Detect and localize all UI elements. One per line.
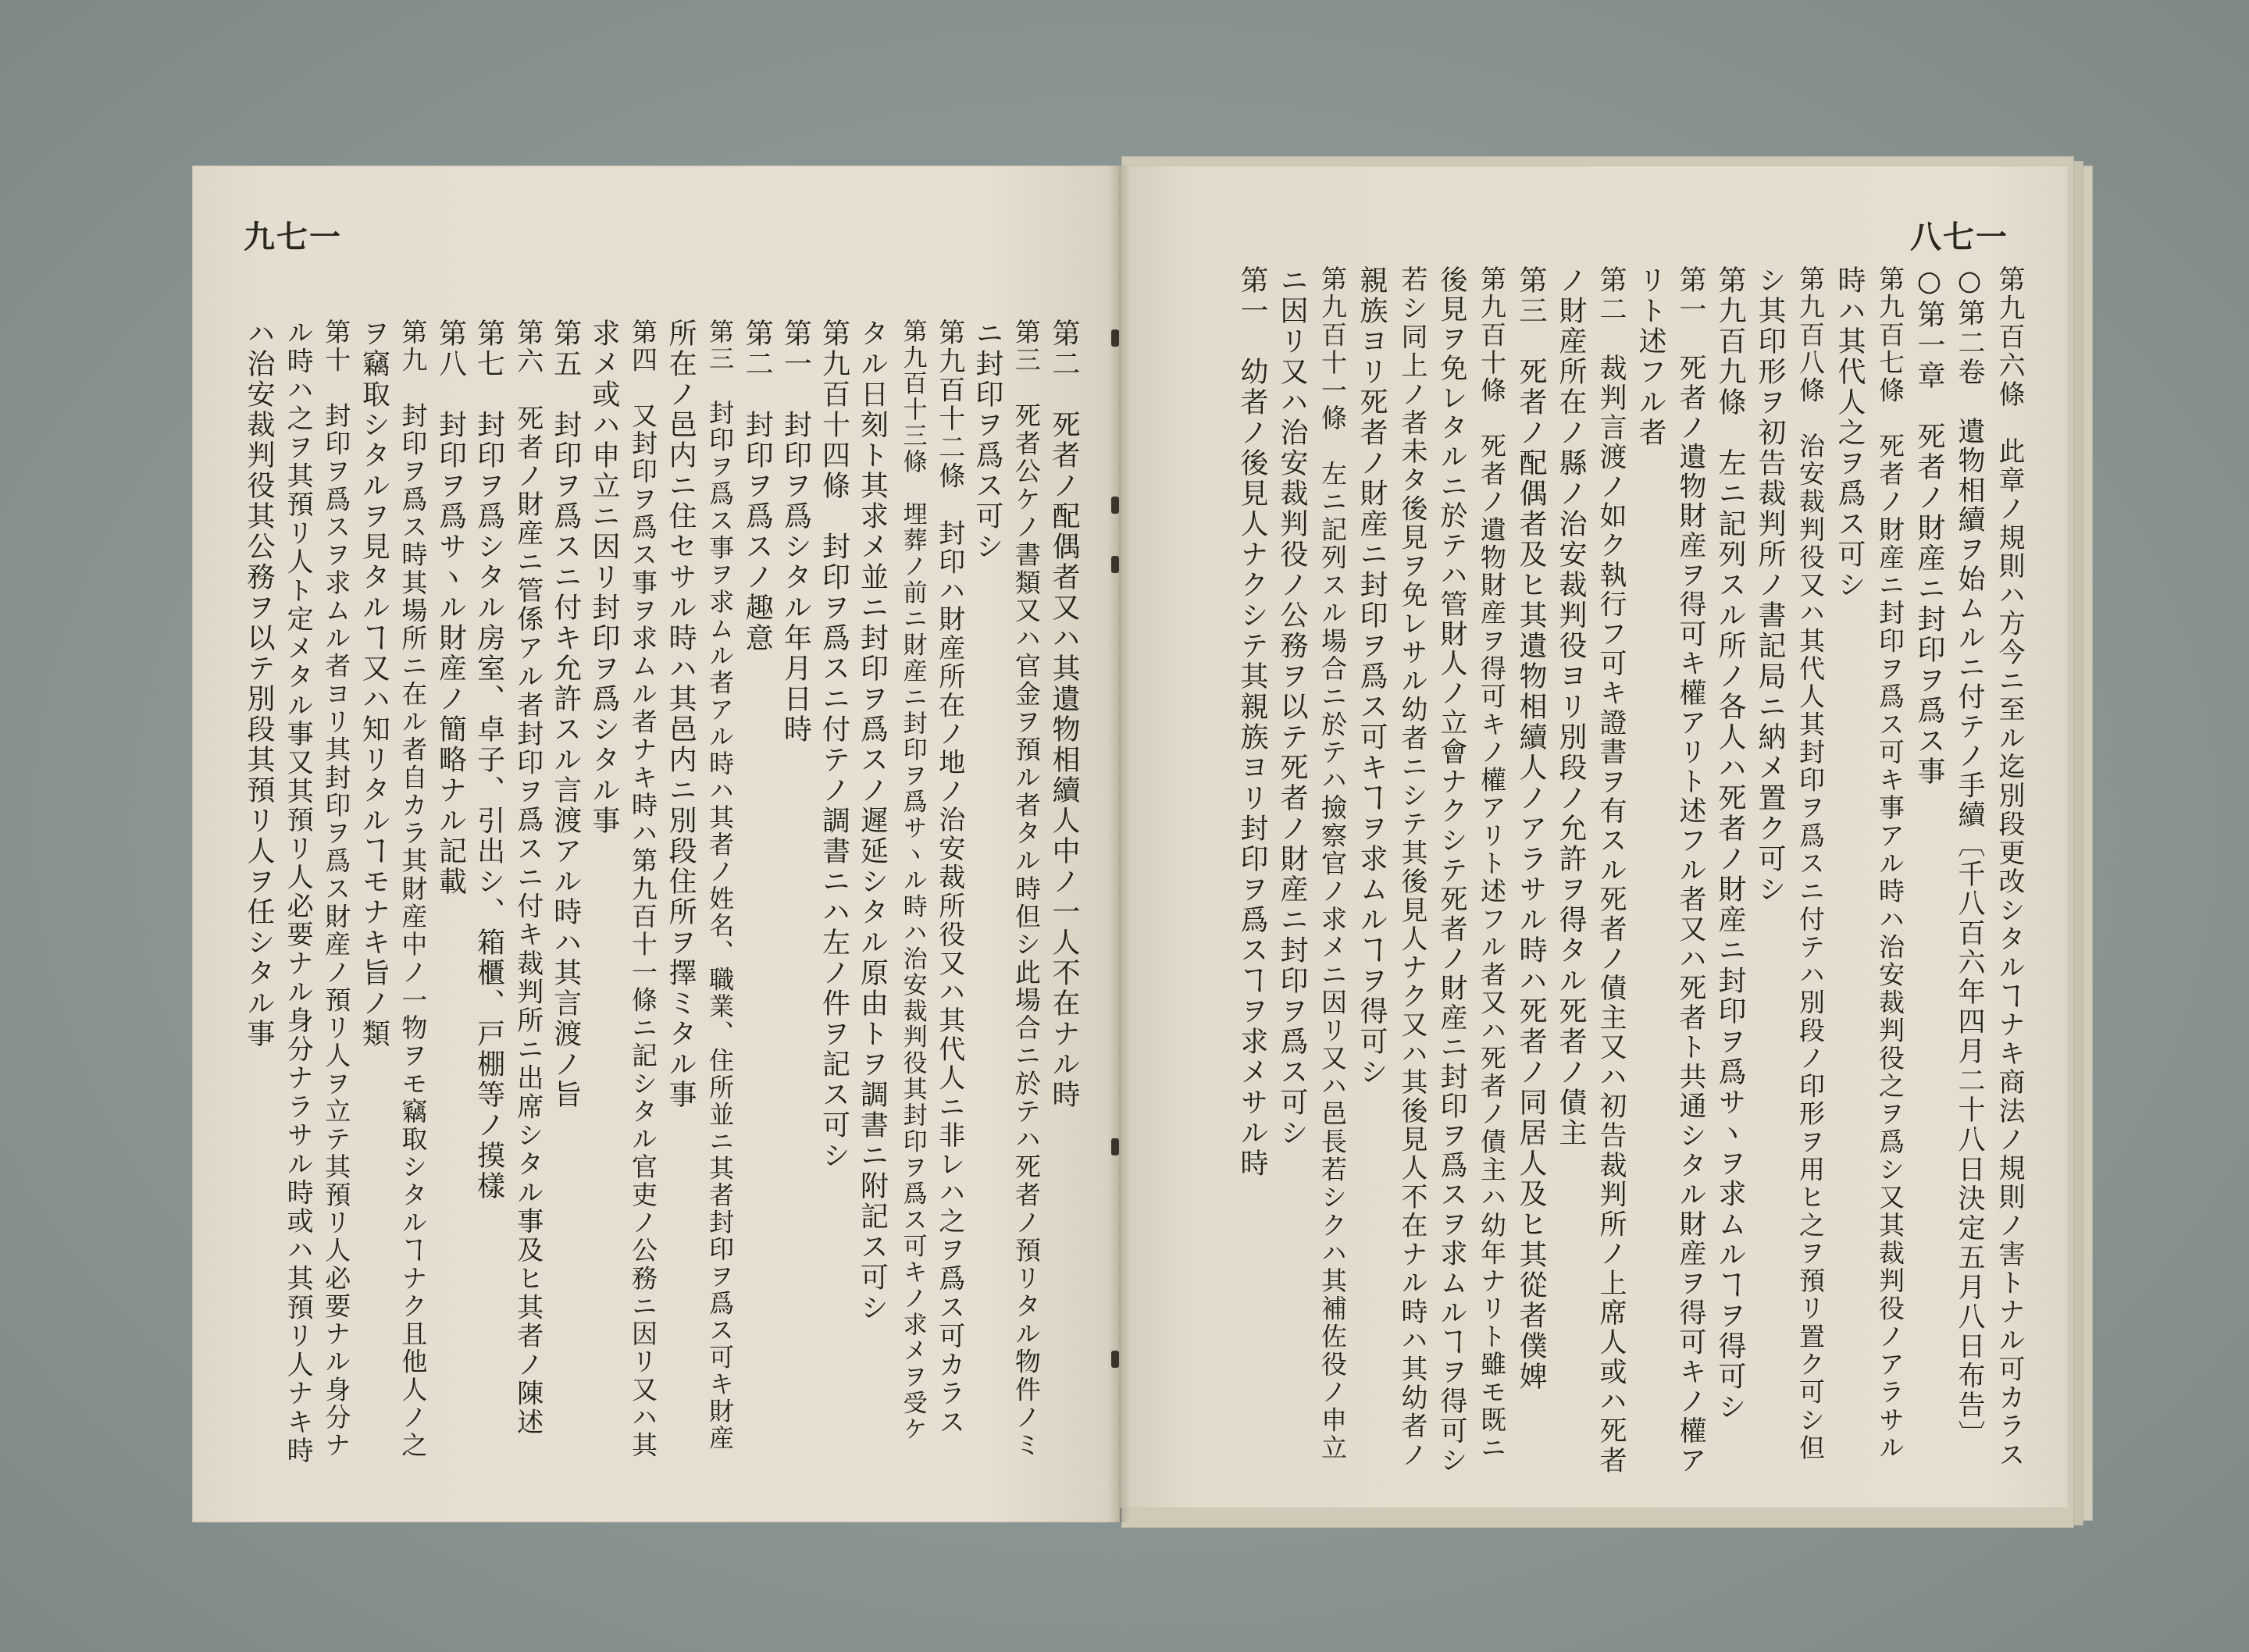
text-line: 第九 封印ヲ爲ス時其場所ニ在ル者自カラ其財産中ノ一物ヲモ竊取シタルヿナク且他人ノ之 <box>397 319 429 1460</box>
text-line: ル時ハ之ヲ其預リ人ト定メタル事又其預リ人必要ナル身分ナラサル時或ハ其預リ人ナキ時 <box>282 319 314 1465</box>
text-line: ハ治安裁判役其公務ヲ以テ別段其預リ人ヲ任シタル事 <box>243 319 276 1049</box>
text-line: 親族ヨリ死者ノ財産ニ封印ヲ爲ス可キヿヲ求ムルヿヲ得可シ <box>1356 265 1388 1088</box>
text-line: 第二 封印ヲ爲スノ趣意 <box>741 319 774 653</box>
binding-stitch <box>1111 1138 1119 1155</box>
text-line: 第九百十二條 封印ハ財産所在ノ地ノ治安裁所役又ハ其代人ニ非レハ之ヲ爲ス可カラス <box>933 319 965 1437</box>
text-line: 第十 封印ヲ爲スヲ求ムル者ヨリ其封印ヲ爲ス財産ノ預リ人ヲ立テ其預リ人必要ナル身分ナ <box>321 319 352 1460</box>
text-line: 第四 又封印ヲ爲ス事ヲ求ムル者ナキ時ハ第九百十一條ニ記シタル官吏ノ公務ニ因リ又ハ其 <box>627 319 658 1460</box>
text-line: 求メ或ハ申立ニ因リ封印ヲ爲シタル事 <box>587 319 620 836</box>
text-line: タル日刻ト其求メ並ニ封印ヲ爲スノ遲延シタル原由トヲ調書ニ附記ス可シ <box>856 319 889 1323</box>
text-line: ニ封印ヲ爲ス可シ <box>971 319 1003 562</box>
left-page-text <box>234 319 1078 1466</box>
text-line: 後見ヲ免レタルニ於テハ管財人ノ立會ナクシテ死者ノ財産ニ封印ヲ爲スヲ求ムルヿヲ得可シ <box>1436 265 1467 1476</box>
text-line: ニ因リ又ハ治安裁判役ノ公務ヲ以テ死者ノ財産ニ封印ヲ爲ス可シ <box>1276 265 1308 1148</box>
text-line: 第九百六條 此章ノ規則ハ方今ニ至ル迄別段更改シタルヿナキ商法ノ規則ノ害トナル可カラス <box>1994 265 2025 1470</box>
text-line: 第九百十條 死者ノ遺物財産ヲ得可キノ權アリト述フル者又ハ死者ノ債主ハ幼年ナリト雖モ既ニ <box>1477 265 1507 1462</box>
text-line: 第九百十三條 埋葬ノ前ニ財産ニ封印ヲ爲サヽル時ハ治安裁判役其封印ヲ爲ス可キノ求メヲ受ケ <box>898 319 927 1443</box>
left-page-number: 九七一 <box>244 219 342 255</box>
text-line: 第三 封印ヲ爲ス事ヲ求ムル者アル時ハ其者ノ姓名、職業、住所並ニ其者封印ヲ爲ス可キ財産 <box>705 319 736 1452</box>
text-line: シ其印形ヲ初告裁判所ノ書記局ニ納メ置ク可シ <box>1754 265 1786 905</box>
text-line: 第六 死者ノ財産ニ管係アル者封印ヲ爲スニ付キ裁判所ニ出席シタル事及ヒ其者ノ陳述 <box>511 319 544 1437</box>
text-line: 時ハ其代人之ヲ爲ス可シ <box>1834 265 1866 600</box>
text-line: ヲ竊取シタルヲ見タルヿ又ハ知リタルヿモナキ旨ノ類 <box>358 319 390 1049</box>
binding-stitch <box>1111 556 1119 573</box>
text-line: 第一 幼者ノ後見人ナクシテ其親族ヨリ封印ヲ爲スヿヲ求メサル時 <box>1236 265 1268 1179</box>
text-line: 第三 死者ノ配偶者及ヒ其遺物相續人ノアラサル時ハ死者ノ同居人及ヒ其從者僕婢 <box>1515 265 1547 1392</box>
text-line: 第九百十四條 封印ヲ爲スニ付テノ調書ニハ左ノ件ヲ記ス可シ <box>818 319 850 1171</box>
text-line: 第七 封印ヲ爲シタル房室、卓子、引出シ、箱櫃、戸棚等ノ摸樣 <box>472 319 505 1202</box>
binding-stitch <box>1111 497 1119 514</box>
text-line: 第九百八條 治安裁判役又ハ其代人其封印ヲ爲スニ付テハ別段ノ印形ヲ用ヒ之ヲ預リ置ク可シ但 <box>1795 265 1826 1462</box>
text-line: 第九百九條 左ニ記列スル所ノ各人ハ死者ノ財産ニ封印ヲ爲サヽヲ求ムルヿヲ得可シ <box>1714 265 1746 1422</box>
text-line: 所在ノ邑内ニ住セサル時ハ其邑内ニ別段住所ヲ擇ミタル事 <box>665 319 697 1110</box>
text-line: 第八 封印ヲ爲サヽル財産ノ簡略ナル記載 <box>434 319 467 897</box>
text-line: 第三 死者公ケノ書類又ハ官金ヲ預ル者タル時但シ此場合ニ於テハ死者ノ預リタル物件ノミ <box>1010 319 1042 1460</box>
text-line: リト述フル者 <box>1634 265 1666 448</box>
text-line: ○第一章 死者ノ財産ニ封印ヲ爲ス事 <box>1913 265 1945 787</box>
binding-stitch <box>1111 1351 1119 1368</box>
text-line: 第九百十一條 左ニ記列スル場合ニ於テハ撿察官ノ求メニ因リ又ハ邑長若シクハ其補佐役ノ申立 <box>1317 265 1348 1462</box>
text-line: 若シ同上ノ者未タ後見ヲ免レサル幼者ニシテ其後見人ナク又ハ其後見人不在ナル時ハ其幼者ノ <box>1396 265 1427 1470</box>
text-line: 第一 死者ノ遺物財産ヲ得可キ權アリト述フル者又ハ死者ト共通シタル財産ヲ得可キノ權ア <box>1675 265 1706 1476</box>
binding-stitch <box>1111 329 1119 347</box>
text-line: 第五 封印ヲ爲スニ付キ允許スル言渡アル時ハ其言渡ノ旨 <box>549 319 582 1110</box>
book-gutter <box>1107 166 1131 1522</box>
text-line: 第二 裁判言渡ノ如ク執行フ可キ證書ヲ有スル死者ノ債主又ハ初告裁判所ノ上席人或ハ死者 <box>1595 265 1627 1476</box>
text-line: 第九百七條 死者ノ財産ニ封印ヲ爲ス可キ事アル時ハ治安裁判役之ヲ爲シ又其裁判役ノアラサル <box>1875 265 1905 1462</box>
text-line: 第一 封印ヲ爲シタル年月日時 <box>779 319 812 745</box>
text-line: 第二 死者ノ配偶者又ハ其遺物相續人中ノ一人不在ナル時 <box>1048 319 1080 1110</box>
right-page-number: 八七一 <box>1910 219 2008 255</box>
text-line: ○第二卷 遺物相續ヲ始ムルニ付テノ手續〔千八百六年四月二十八日決定五月八日布告〕 <box>1954 265 1985 1450</box>
right-page-text <box>1226 265 2023 1483</box>
text-line: ノ財産所在ノ縣ノ治安裁判役ヨリ別段ノ允許ヲ得タル死者ノ債主 <box>1555 265 1587 1148</box>
